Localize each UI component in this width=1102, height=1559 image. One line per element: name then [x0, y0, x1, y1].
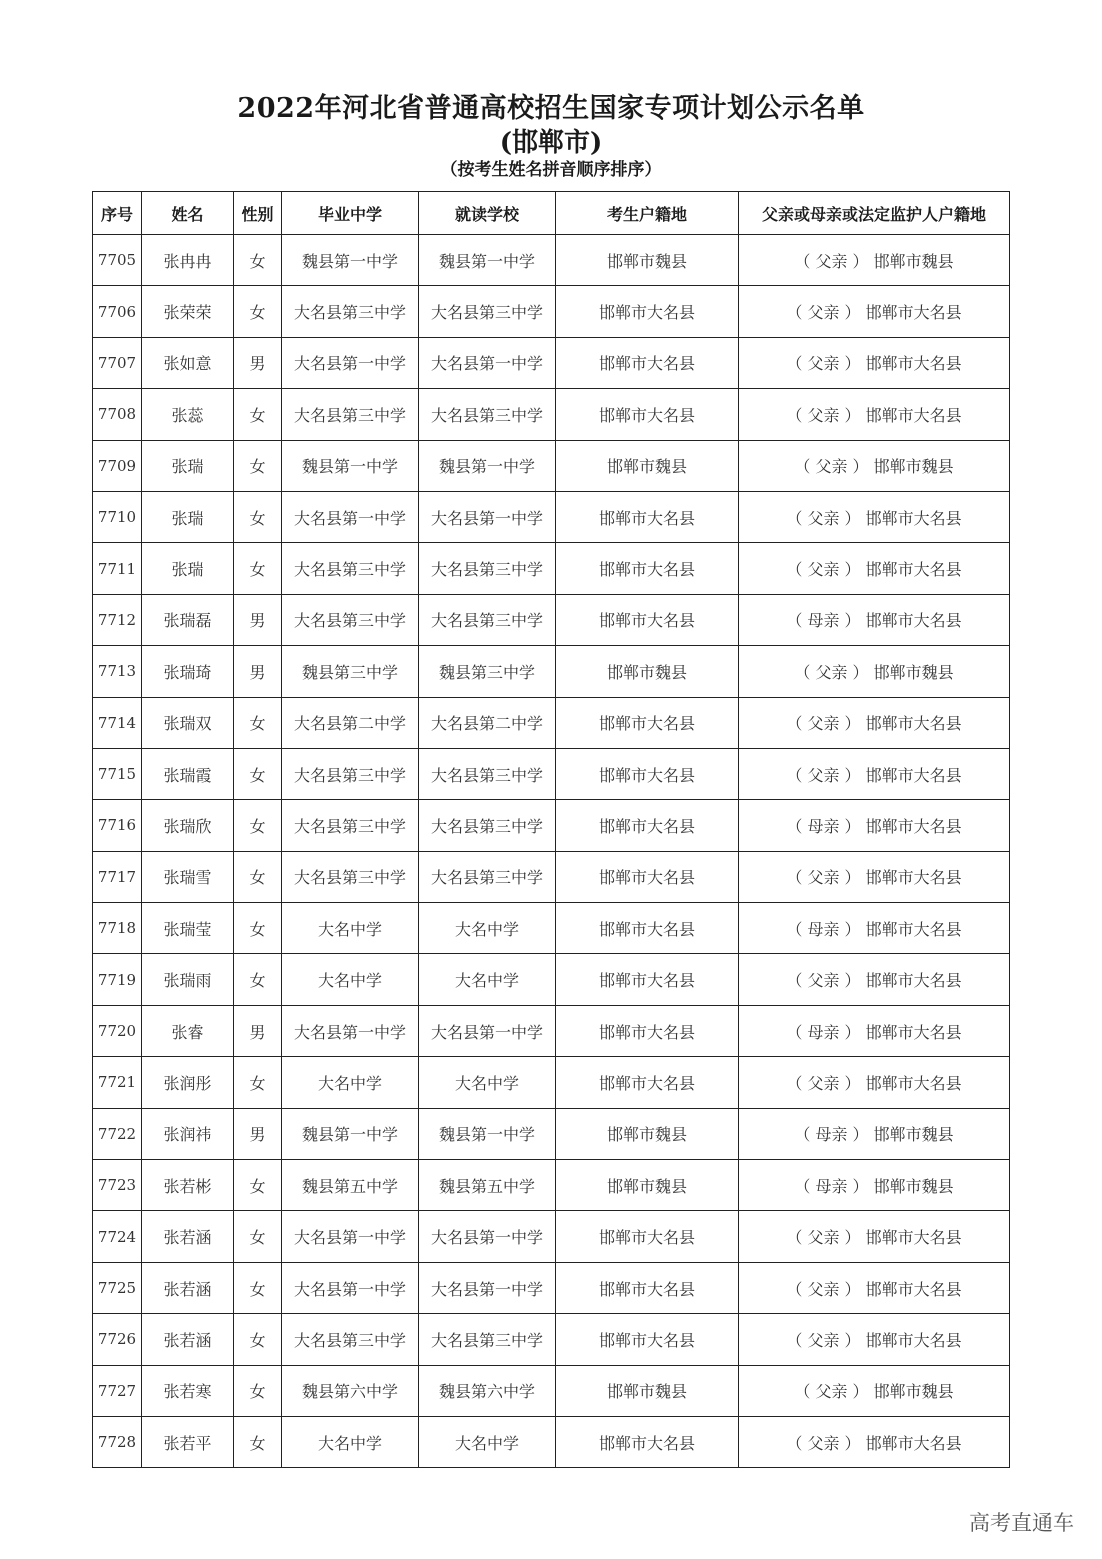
current-school-cell: 大名县第三中学 — [419, 594, 556, 645]
graduation-school-cell: 大名县第三中学 — [282, 748, 419, 799]
student-residence-cell: 邯郸市大名县 — [556, 1057, 739, 1108]
row-number-cell: 7705 — [93, 235, 142, 286]
guardian-residence-cell: （ 母亲 ） 邯郸市大名县 — [739, 903, 1010, 954]
student-name-cell: 张如意 — [142, 337, 234, 388]
table-row — [93, 1108, 1010, 1159]
row-number-cell: 7719 — [93, 954, 142, 1005]
student-residence-cell: 邯郸市大名县 — [556, 1416, 739, 1467]
row-number-cell: 7707 — [93, 337, 142, 388]
current-school-cell: 大名县第一中学 — [419, 1005, 556, 1056]
current-school-cell: 大名中学 — [419, 1057, 556, 1108]
table-row — [93, 337, 1010, 388]
current-school-cell: 魏县第三中学 — [419, 646, 556, 697]
guardian-residence-cell: （ 父亲 ） 邯郸市魏县 — [739, 646, 1010, 697]
guardian-residence-cell: （ 母亲 ） 邯郸市大名县 — [739, 800, 1010, 851]
graduation-school-cell: 大名县第三中学 — [282, 1314, 419, 1365]
current-school-cell: 大名中学 — [419, 1416, 556, 1467]
guardian-residence-cell: （ 父亲 ） 邯郸市大名县 — [739, 1211, 1010, 1262]
student-residence-cell: 邯郸市大名县 — [556, 594, 739, 645]
guardian-residence-cell: （ 母亲 ） 邯郸市大名县 — [739, 594, 1010, 645]
table-row — [93, 235, 1010, 286]
table-row — [93, 1314, 1010, 1365]
graduation-school-cell: 大名县第三中学 — [282, 594, 419, 645]
column-header: 父亲或母亲或法定监护人户籍地 — [739, 192, 1010, 235]
gender-cell: 男 — [234, 646, 282, 697]
graduation-school-cell: 大名县第一中学 — [282, 337, 419, 388]
gender-cell: 女 — [234, 1365, 282, 1416]
current-school-cell: 魏县第一中学 — [419, 235, 556, 286]
table-row — [93, 851, 1010, 902]
table-row — [93, 697, 1010, 748]
gender-cell: 女 — [234, 1314, 282, 1365]
guardian-residence-cell: （ 父亲 ） 邯郸市大名县 — [739, 851, 1010, 902]
graduation-school-cell: 大名中学 — [282, 1416, 419, 1467]
graduation-school-cell: 大名县第三中学 — [282, 389, 419, 440]
table-row — [93, 954, 1010, 1005]
current-school-cell: 大名县第一中学 — [419, 1262, 556, 1313]
current-school-cell: 魏县第一中学 — [419, 440, 556, 491]
student-name-cell: 张瑞欣 — [142, 800, 234, 851]
student-name-cell: 张瑞霞 — [142, 748, 234, 799]
graduation-school-cell: 大名县第一中学 — [282, 1211, 419, 1262]
student-residence-cell: 邯郸市大名县 — [556, 954, 739, 1005]
row-number-cell: 7714 — [93, 697, 142, 748]
gender-cell: 男 — [234, 594, 282, 645]
table-row — [93, 491, 1010, 542]
student-name-cell: 张睿 — [142, 1005, 234, 1056]
gender-cell: 男 — [234, 337, 282, 388]
graduation-school-cell: 大名县第一中学 — [282, 1005, 419, 1056]
gender-cell: 女 — [234, 1160, 282, 1211]
student-residence-cell: 邯郸市魏县 — [556, 440, 739, 491]
table-row — [93, 1211, 1010, 1262]
table-row — [93, 1416, 1010, 1467]
graduation-school-cell: 大名中学 — [282, 1057, 419, 1108]
row-number-cell: 7712 — [93, 594, 142, 645]
gender-cell: 女 — [234, 697, 282, 748]
current-school-cell: 大名县第二中学 — [419, 697, 556, 748]
row-number-cell: 7718 — [93, 903, 142, 954]
graduation-school-cell: 大名县第一中学 — [282, 1262, 419, 1313]
row-number-cell: 7721 — [93, 1057, 142, 1108]
student-residence-cell: 邯郸市大名县 — [556, 1211, 739, 1262]
column-header: 序号 — [93, 192, 142, 235]
student-name-cell: 张瑞 — [142, 491, 234, 542]
graduation-school-cell: 大名县第二中学 — [282, 697, 419, 748]
table-row — [93, 1005, 1010, 1056]
table-row — [93, 646, 1010, 697]
sort-note: （按考生姓名拼音顺序排序） — [440, 160, 662, 180]
roster-table — [92, 191, 1010, 1468]
graduation-school-cell: 大名中学 — [282, 954, 419, 1005]
table-row — [93, 800, 1010, 851]
student-name-cell: 张荣荣 — [142, 286, 234, 337]
student-name-cell: 张润祎 — [142, 1108, 234, 1159]
graduation-school-cell: 魏县第一中学 — [282, 440, 419, 491]
column-header: 就读学校 — [419, 192, 556, 235]
current-school-cell: 大名县第三中学 — [419, 389, 556, 440]
student-name-cell: 张若涵 — [142, 1314, 234, 1365]
student-name-cell: 张瑞琦 — [142, 646, 234, 697]
table-row — [93, 903, 1010, 954]
watermark: 高考直通车 — [969, 1511, 1074, 1535]
row-number-cell: 7725 — [93, 1262, 142, 1313]
row-number-cell: 7716 — [93, 800, 142, 851]
guardian-residence-cell: （ 父亲 ） 邯郸市魏县 — [739, 235, 1010, 286]
row-number-cell: 7717 — [93, 851, 142, 902]
table-row — [93, 1057, 1010, 1108]
table-row — [93, 748, 1010, 799]
gender-cell: 女 — [234, 748, 282, 799]
gender-cell: 女 — [234, 286, 282, 337]
table-row — [93, 543, 1010, 594]
guardian-residence-cell: （ 母亲 ） 邯郸市魏县 — [739, 1160, 1010, 1211]
student-residence-cell: 邯郸市大名县 — [556, 1314, 739, 1365]
row-number-cell: 7726 — [93, 1314, 142, 1365]
gender-cell: 女 — [234, 1416, 282, 1467]
gender-cell: 女 — [234, 491, 282, 542]
gender-cell: 女 — [234, 851, 282, 902]
student-residence-cell: 邯郸市魏县 — [556, 646, 739, 697]
student-residence-cell: 邯郸市大名县 — [556, 800, 739, 851]
row-number-cell: 7708 — [93, 389, 142, 440]
guardian-residence-cell: （ 父亲 ） 邯郸市大名县 — [739, 954, 1010, 1005]
current-school-cell: 魏县第六中学 — [419, 1365, 556, 1416]
row-number-cell: 7706 — [93, 286, 142, 337]
student-name-cell: 张若涵 — [142, 1211, 234, 1262]
gender-cell: 男 — [234, 1108, 282, 1159]
column-header: 姓名 — [142, 192, 234, 235]
table-row — [93, 1262, 1010, 1313]
row-number-cell: 7722 — [93, 1108, 142, 1159]
row-number-cell: 7711 — [93, 543, 142, 594]
graduation-school-cell: 大名县第三中学 — [282, 286, 419, 337]
student-name-cell: 张瑞雨 — [142, 954, 234, 1005]
current-school-cell: 大名县第三中学 — [419, 800, 556, 851]
graduation-school-cell: 大名县第一中学 — [282, 491, 419, 542]
current-school-cell: 大名县第一中学 — [419, 491, 556, 542]
current-school-cell: 大名县第一中学 — [419, 337, 556, 388]
student-name-cell: 张瑞雪 — [142, 851, 234, 902]
guardian-residence-cell: （ 父亲 ） 邯郸市大名县 — [739, 1262, 1010, 1313]
current-school-cell: 大名县第三中学 — [419, 1314, 556, 1365]
student-residence-cell: 邯郸市大名县 — [556, 903, 739, 954]
student-residence-cell: 邯郸市大名县 — [556, 1005, 739, 1056]
graduation-school-cell: 大名中学 — [282, 903, 419, 954]
guardian-residence-cell: （ 母亲 ） 邯郸市魏县 — [739, 1108, 1010, 1159]
student-name-cell: 张瑞莹 — [142, 903, 234, 954]
gender-cell: 女 — [234, 1211, 282, 1262]
current-school-cell: 大名中学 — [419, 954, 556, 1005]
guardian-residence-cell: （ 父亲 ） 邯郸市大名县 — [739, 1416, 1010, 1467]
current-school-cell: 魏县第一中学 — [419, 1108, 556, 1159]
column-header: 考生户籍地 — [556, 192, 739, 235]
current-school-cell: 大名县第三中学 — [419, 286, 556, 337]
current-school-cell: 大名县第一中学 — [419, 1211, 556, 1262]
gender-cell: 女 — [234, 440, 282, 491]
graduation-school-cell: 大名县第三中学 — [282, 543, 419, 594]
table-row — [93, 1365, 1010, 1416]
current-school-cell: 大名县第三中学 — [419, 851, 556, 902]
student-residence-cell: 邯郸市大名县 — [556, 543, 739, 594]
graduation-school-cell: 魏县第一中学 — [282, 1108, 419, 1159]
current-school-cell: 大名县第三中学 — [419, 748, 556, 799]
gender-cell: 女 — [234, 800, 282, 851]
guardian-residence-cell: （ 父亲 ） 邯郸市大名县 — [739, 748, 1010, 799]
student-name-cell: 张若寒 — [142, 1365, 234, 1416]
table-row — [93, 1160, 1010, 1211]
student-name-cell: 张冉冉 — [142, 235, 234, 286]
gender-cell: 女 — [234, 903, 282, 954]
table-row — [93, 440, 1010, 491]
row-number-cell: 7720 — [93, 1005, 142, 1056]
page-subtitle: (邯郸市) — [499, 128, 603, 158]
graduation-school-cell: 魏县第三中学 — [282, 646, 419, 697]
student-name-cell: 张若彬 — [142, 1160, 234, 1211]
guardian-residence-cell: （ 父亲 ） 邯郸市大名县 — [739, 286, 1010, 337]
row-number-cell: 7728 — [93, 1416, 142, 1467]
student-residence-cell: 邯郸市大名县 — [556, 1262, 739, 1313]
gender-cell: 女 — [234, 235, 282, 286]
guardian-residence-cell: （ 母亲 ） 邯郸市大名县 — [739, 1005, 1010, 1056]
student-name-cell: 张瑞 — [142, 543, 234, 594]
graduation-school-cell: 魏县第一中学 — [282, 235, 419, 286]
guardian-residence-cell: （ 父亲 ） 邯郸市魏县 — [739, 440, 1010, 491]
row-number-cell: 7727 — [93, 1365, 142, 1416]
row-number-cell: 7709 — [93, 440, 142, 491]
graduation-school-cell: 大名县第三中学 — [282, 851, 419, 902]
student-residence-cell: 邯郸市大名县 — [556, 491, 739, 542]
row-number-cell: 7710 — [93, 491, 142, 542]
gender-cell: 女 — [234, 543, 282, 594]
guardian-residence-cell: （ 父亲 ） 邯郸市魏县 — [739, 1365, 1010, 1416]
table-row — [93, 389, 1010, 440]
guardian-residence-cell: （ 父亲 ） 邯郸市大名县 — [739, 389, 1010, 440]
student-residence-cell: 邯郸市大名县 — [556, 286, 739, 337]
student-residence-cell: 邯郸市魏县 — [556, 1365, 739, 1416]
student-name-cell: 张润彤 — [142, 1057, 234, 1108]
guardian-residence-cell: （ 父亲 ） 邯郸市大名县 — [739, 491, 1010, 542]
guardian-residence-cell: （ 父亲 ） 邯郸市大名县 — [739, 337, 1010, 388]
graduation-school-cell: 魏县第五中学 — [282, 1160, 419, 1211]
current-school-cell: 大名中学 — [419, 903, 556, 954]
student-name-cell: 张瑞 — [142, 440, 234, 491]
student-name-cell: 张若平 — [142, 1416, 234, 1467]
table-row — [93, 286, 1010, 337]
gender-cell: 女 — [234, 954, 282, 1005]
student-residence-cell: 邯郸市魏县 — [556, 1108, 739, 1159]
current-school-cell: 大名县第三中学 — [419, 543, 556, 594]
table-row — [93, 594, 1010, 645]
row-number-cell: 7723 — [93, 1160, 142, 1211]
gender-cell: 女 — [234, 389, 282, 440]
table-body — [93, 235, 1010, 1468]
row-number-cell: 7724 — [93, 1211, 142, 1262]
student-residence-cell: 邯郸市大名县 — [556, 389, 739, 440]
student-residence-cell: 邯郸市大名县 — [556, 697, 739, 748]
gender-cell: 女 — [234, 1262, 282, 1313]
row-number-cell: 7713 — [93, 646, 142, 697]
guardian-residence-cell: （ 父亲 ） 邯郸市大名县 — [739, 697, 1010, 748]
guardian-residence-cell: （ 父亲 ） 邯郸市大名县 — [739, 1057, 1010, 1108]
student-name-cell: 张瑞双 — [142, 697, 234, 748]
table-header-row — [93, 192, 1010, 235]
column-header: 毕业中学 — [282, 192, 419, 235]
student-residence-cell: 邯郸市魏县 — [556, 235, 739, 286]
graduation-school-cell: 魏县第六中学 — [282, 1365, 419, 1416]
column-header: 性别 — [234, 192, 282, 235]
student-name-cell: 张蕊 — [142, 389, 234, 440]
guardian-residence-cell: （ 父亲 ） 邯郸市大名县 — [739, 1314, 1010, 1365]
student-residence-cell: 邯郸市大名县 — [556, 748, 739, 799]
current-school-cell: 魏县第五中学 — [419, 1160, 556, 1211]
student-residence-cell: 邯郸市大名县 — [556, 337, 739, 388]
student-residence-cell: 邯郸市大名县 — [556, 851, 739, 902]
page-title: 2022年河北省普通高校招生国家专项计划公示名单 — [237, 93, 865, 124]
student-name-cell: 张瑞磊 — [142, 594, 234, 645]
row-number-cell: 7715 — [93, 748, 142, 799]
gender-cell: 女 — [234, 1057, 282, 1108]
guardian-residence-cell: （ 父亲 ） 邯郸市大名县 — [739, 543, 1010, 594]
student-name-cell: 张若涵 — [142, 1262, 234, 1313]
graduation-school-cell: 大名县第三中学 — [282, 800, 419, 851]
gender-cell: 男 — [234, 1005, 282, 1056]
student-residence-cell: 邯郸市魏县 — [556, 1160, 739, 1211]
